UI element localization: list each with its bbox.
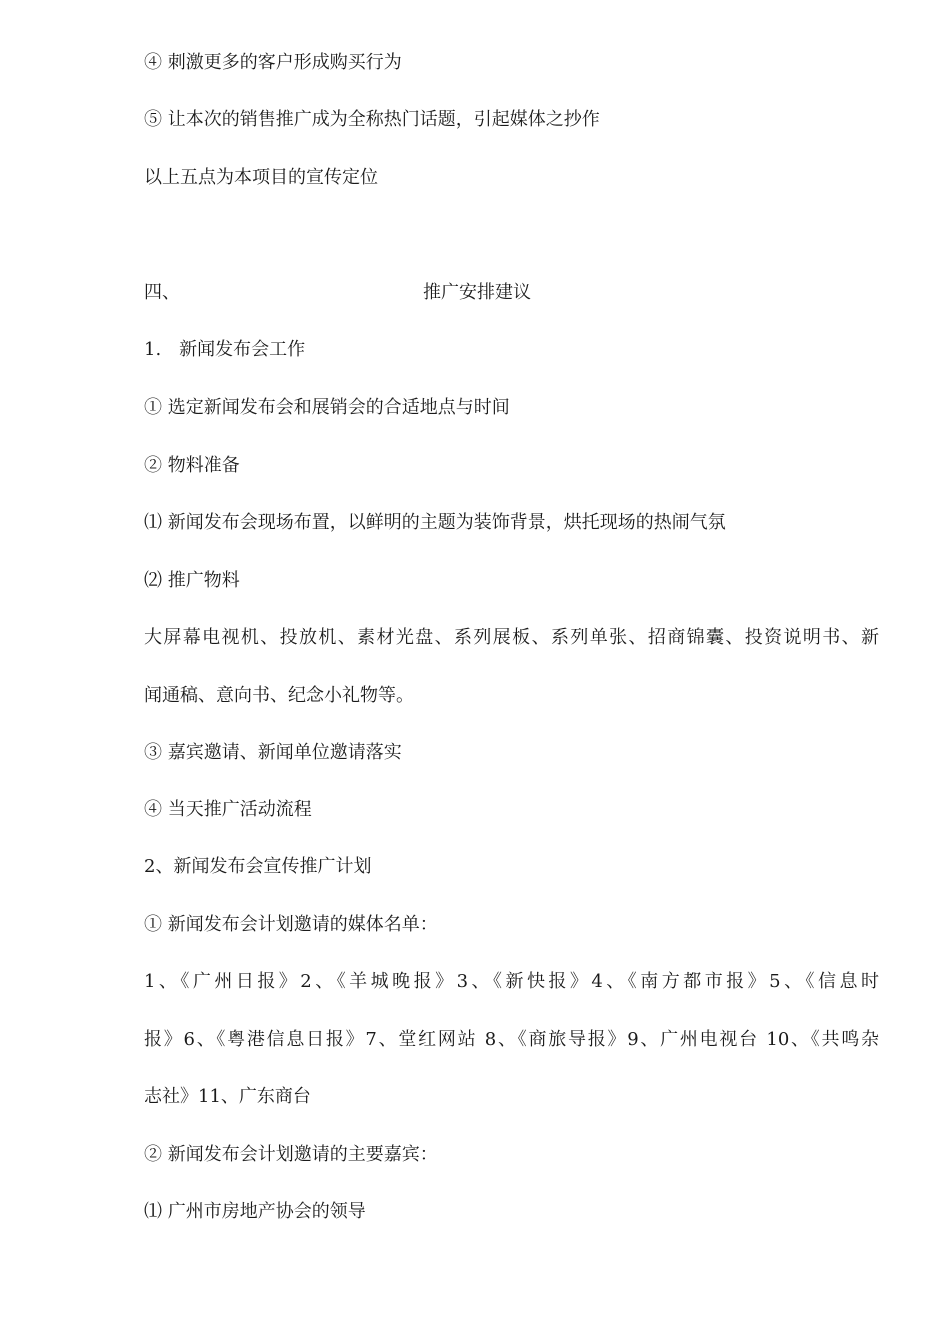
media-list-line-1: 1、《广州日报》2、《羊城晚报》3、《新快报》4、《南方都市报》5、《信息时 xyxy=(144,971,879,992)
media-list-line-3: 志社》11、广东商台 xyxy=(144,1086,311,1107)
list-item-materials: ② 物料准备 xyxy=(144,455,240,476)
list-item-media-list: ① 新闻发布会计划邀请的媒体名单： xyxy=(144,914,438,935)
sub-item-promo-materials: ⑵ 推广物料 xyxy=(144,570,240,591)
paragraph-materials-line-2: 闻通稿、意向书、纪念小礼物等。 xyxy=(144,685,414,706)
subsection-heading-1: 1. 新闻发布会工作 xyxy=(144,339,306,360)
list-item-guests: ② 新闻发布会计划邀请的主要嘉宾： xyxy=(144,1144,438,1165)
list-item-5: ⑤ 让本次的销售推广成为全称热门话题，引起媒体之抄作 xyxy=(144,109,600,130)
summary-text: 以上五点为本项目的宣传定位 xyxy=(144,167,378,188)
section-title: 推广安排建议 xyxy=(423,282,531,303)
section-number: 四、 xyxy=(144,282,180,303)
paragraph-materials-line-1: 大屏幕电视机、投放机、素材光盘、系列展板、系列单张、招商锦囊、投资说明书、新 xyxy=(144,627,879,648)
list-item-4: ④ 刺激更多的客户形成购买行为 xyxy=(144,52,402,73)
sub-item-layout: ⑴ 新闻发布会现场布置，以鲜明的主题为装饰背景，烘托现场的热闹气氛 xyxy=(144,512,726,533)
sub-item-guest-1: ⑴ 广州市房地产协会的领导 xyxy=(144,1201,366,1222)
media-list-line-2: 报》6、《粤港信息日报》7、堂红网站 8、《商旅导报》9、广州电视台 10、《共鸣杂 xyxy=(144,1029,879,1050)
list-item-invitations: ③ 嘉宾邀请、新闻单位邀请落实 xyxy=(144,742,402,763)
list-item-event-flow: ④ 当天推广活动流程 xyxy=(144,799,312,820)
subsection-heading-2: 2、新闻发布会宣传推广计划 xyxy=(144,856,372,877)
list-item-venue: ① 选定新闻发布会和展销会的合适地点与时间 xyxy=(144,397,510,418)
